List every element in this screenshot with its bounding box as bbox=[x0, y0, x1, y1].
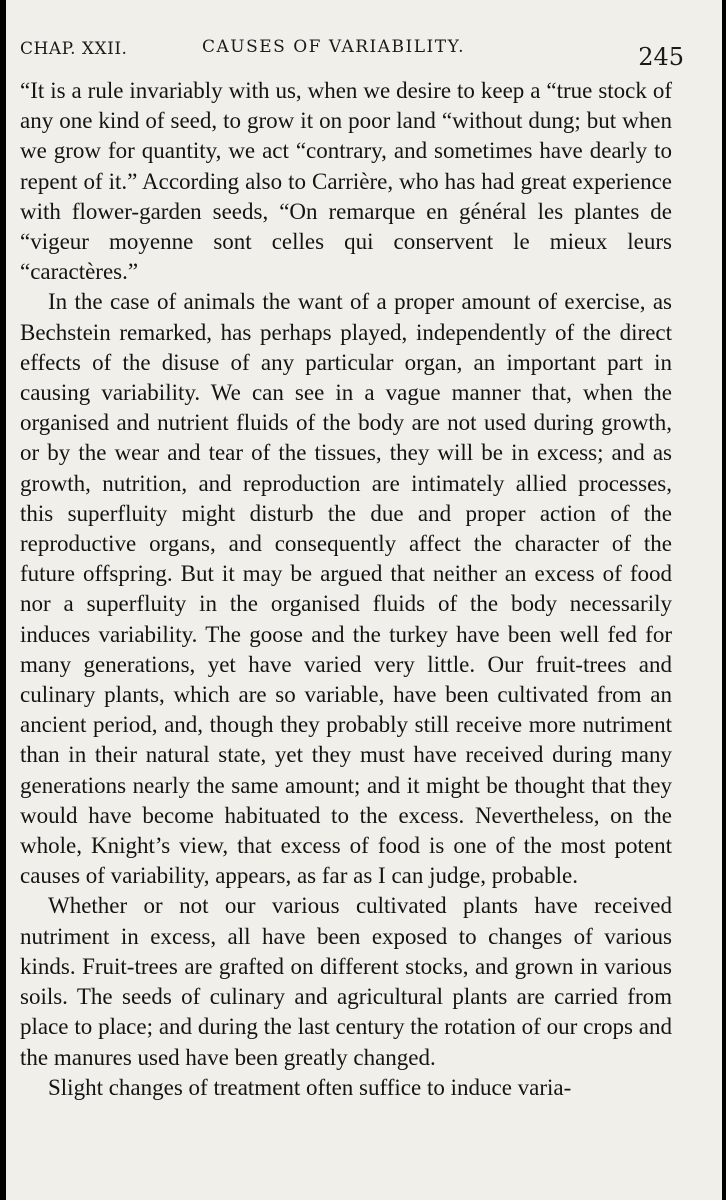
page-number: 245 bbox=[638, 43, 684, 71]
paragraph-quotation: “It is a rule invariably with us, when we desire to keep a “true stock of any one kind of seed, to grow it on poor land “without dung; but when we grow for quantity, we act “contrary, and sometimes have dearly to repent of it.” According also to Carrière, who has had great experience with flower-garden seeds, “On remarque en général les plantes de “vigeur moyenne sont celles qui conservent le mieux leurs “caractères.” bbox=[20, 78, 672, 285]
paragraph-animals: In the case of animals the want of a proper amount of exercise, as Bechstein remarked, has perhaps played, independently of the direct effects of the disuse of any particular organ, an important part in causing variability. We can see in a vague manner that, when the organised and nutrient fluids of the body are not used during growth, or by the wear and tear of the tissues, they will be in excess; and as growth, nutrition, and reproduction are intimately allied processes, this superfluity might disturb the due and proper action of the reproductive organs, and consequently affect the character of the future offspring. But it may be argued that neither an excess of food nor a superfluity in the organised fluids of the body necessarily induces variability. The goose and the turkey have been well fed for many generations, yet have varied very little. Our fruit-trees and culinary plants, which are so variable, have been cultivated from an ancient period, and, though they probably still receive more nutriment than in their natural state, yet they must have received during many generations nearly the same amount; and it might be thought that they would have become habituated to the excess. Nevertheless, on the whole, Knight’s view, that excess of food is one of the most potent causes of variability, appears, as far as I can judge, probable. bbox=[20, 289, 672, 889]
chapter-label: CHAP. XXII. bbox=[20, 39, 128, 59]
paragraph-plants: Whether or not our various cultivated plants have received nutriment in excess, all have been exposed to changes of various kinds. Fruit-trees are grafted on different stocks, and grown in various soils. The seeds of culinary and agricultural plants are carried from place to place; and during the last century the rotation of our crops and the manures used have been greatly changed. bbox=[20, 893, 672, 1070]
paragraph-treatment: Slight changes of treatment often suffice to induce varia- bbox=[48, 1074, 572, 1100]
running-title: CAUSES OF VARIABILITY. bbox=[202, 37, 466, 57]
body-text bbox=[20, 76, 672, 1103]
running-head bbox=[20, 33, 684, 69]
book-page bbox=[6, 0, 722, 1200]
